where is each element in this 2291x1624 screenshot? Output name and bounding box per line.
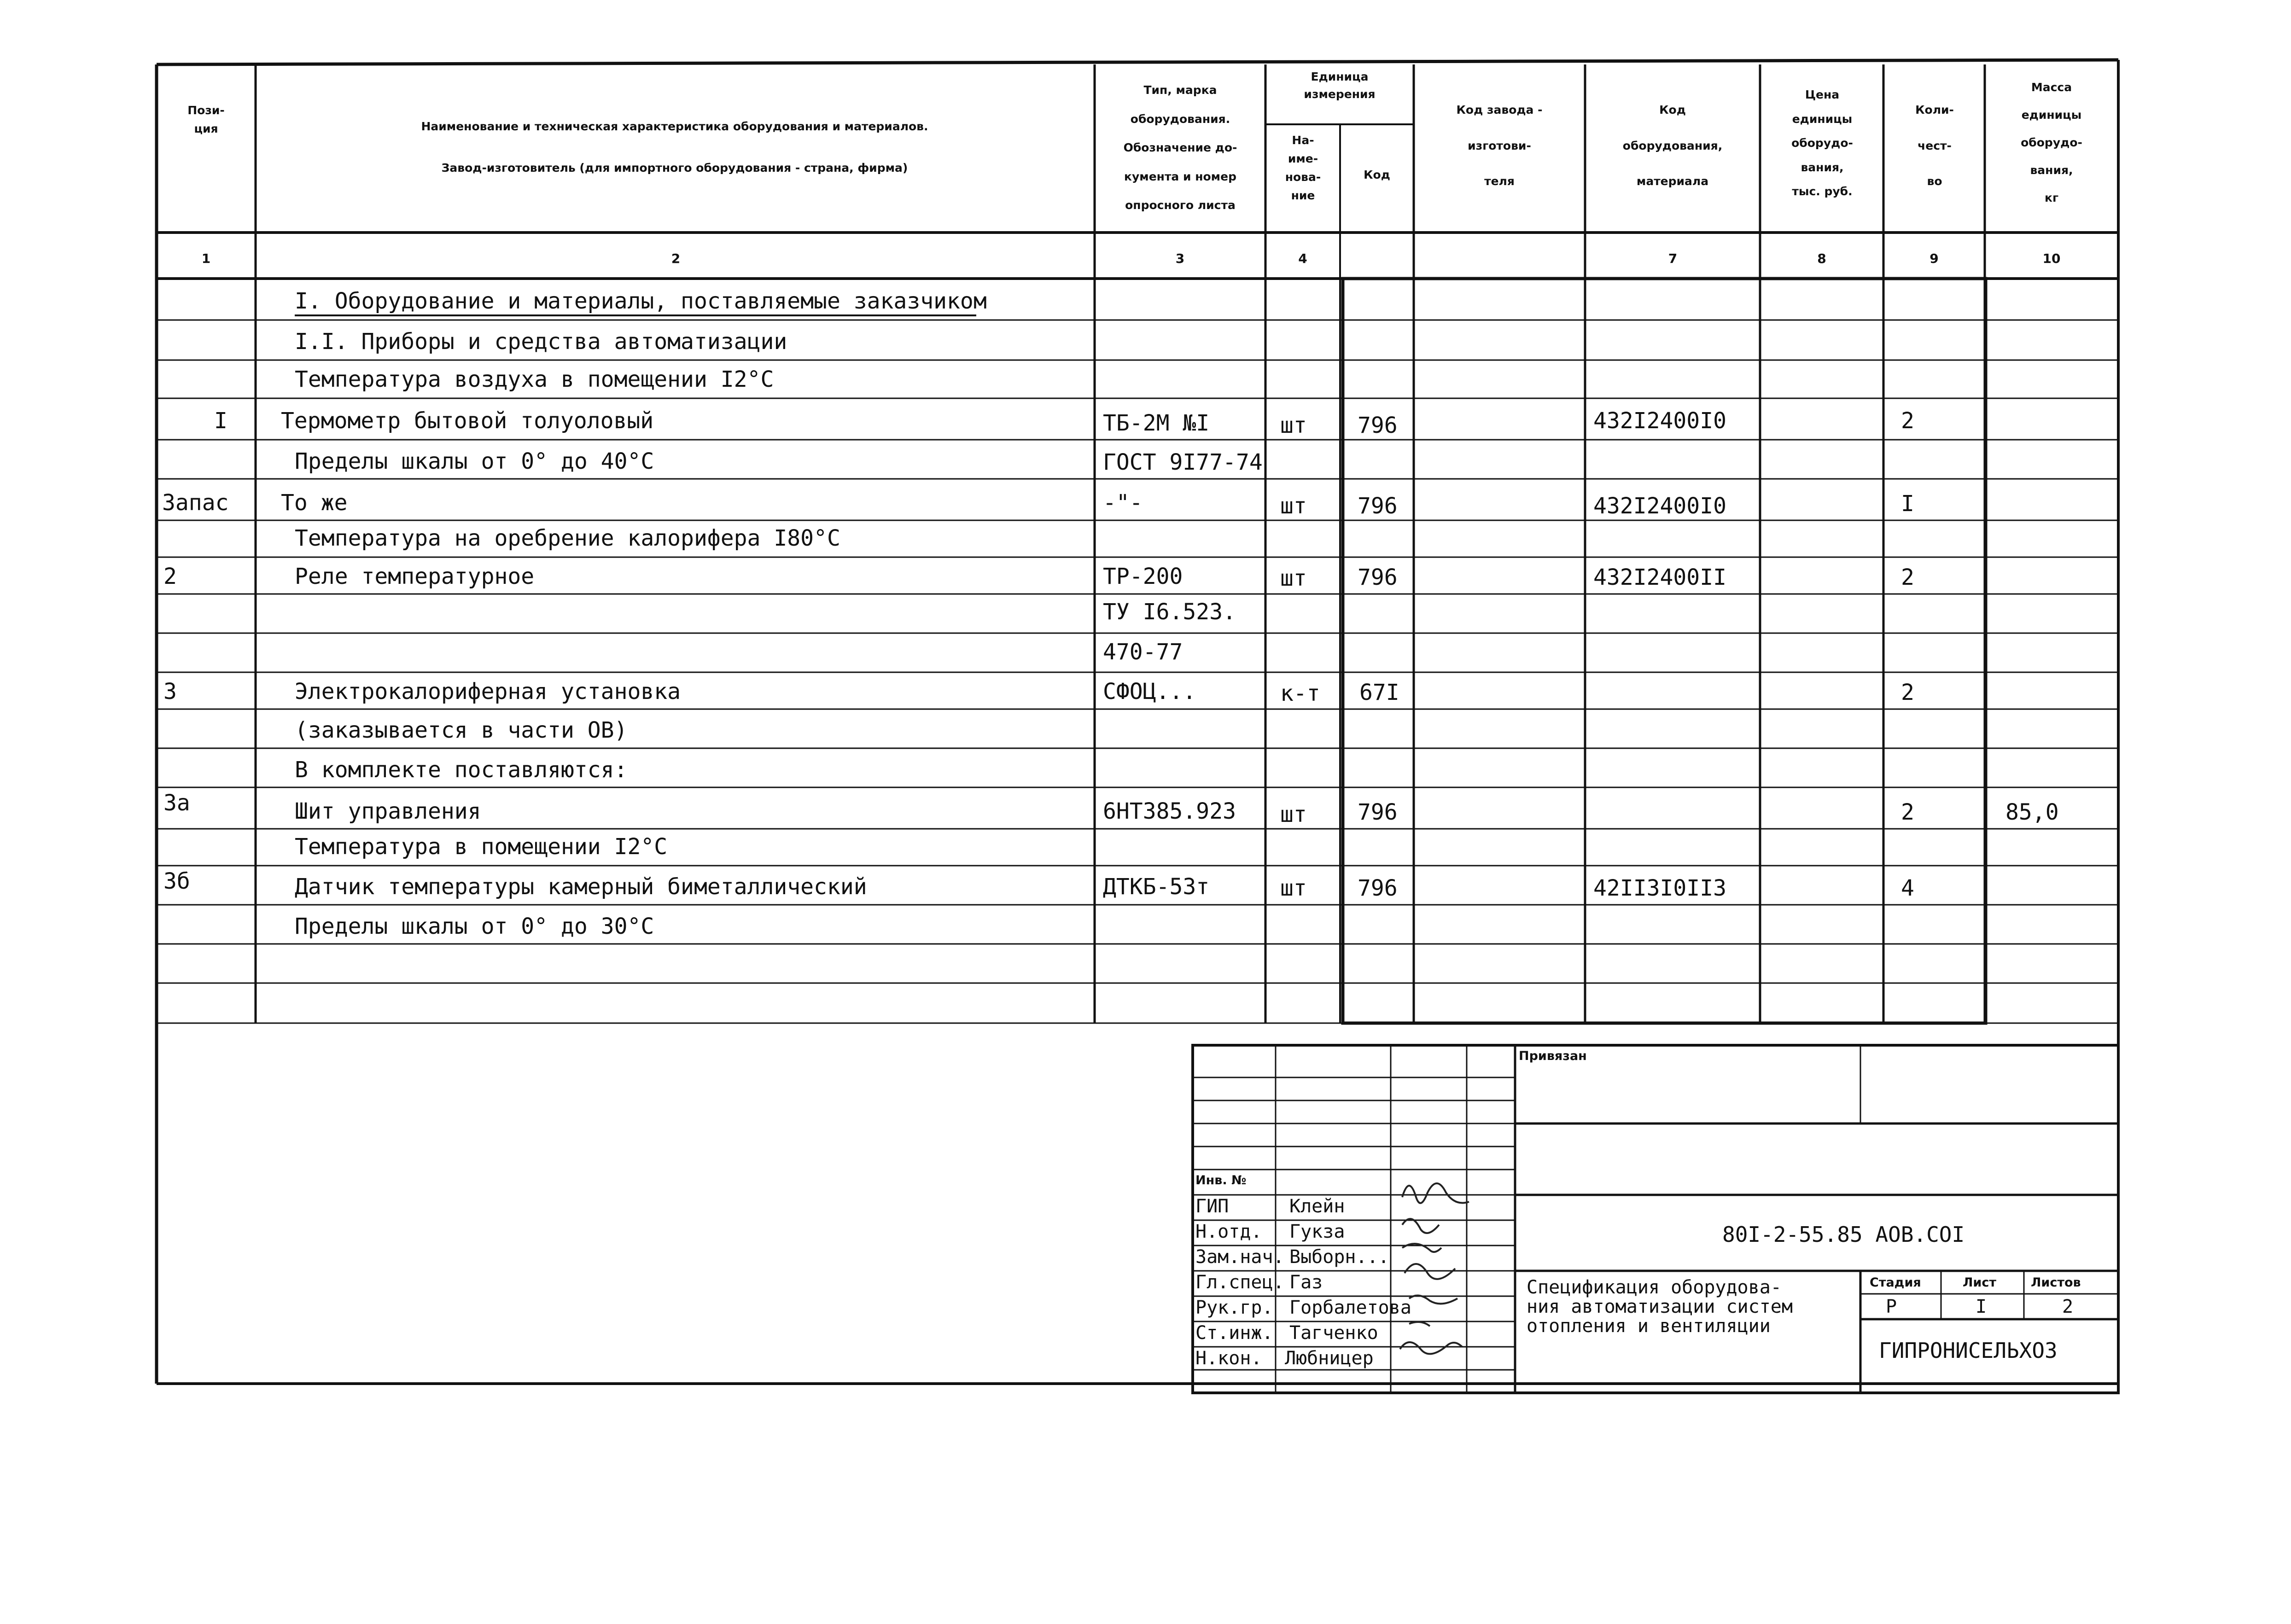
header-position: Пози- ция — [187, 104, 225, 135]
row-equipment-code: 42II3I0II3 — [1593, 875, 1726, 901]
col-number: 2 — [671, 251, 681, 266]
sheet-label: Лист — [1963, 1275, 1996, 1290]
row-name: Реле температурное — [295, 564, 535, 589]
row-position: 3а — [163, 790, 190, 816]
row-name: В комплекте поставляются: — [295, 757, 628, 783]
staff-name: Выборн... — [1289, 1246, 1389, 1268]
row-type: ТУ I6.523. — [1103, 599, 1236, 625]
row-unit: шт — [1280, 565, 1307, 591]
col-number: 8 — [1817, 251, 1826, 266]
subsection-title: I.I. Приборы и средства автоматизации — [295, 329, 787, 355]
col-number: 7 — [1668, 251, 1678, 266]
staff-role: Ст.инж. — [1195, 1322, 1273, 1344]
staff-name: Горбалетова — [1289, 1297, 1411, 1318]
row-equipment-code: 432I2400II — [1593, 565, 1726, 590]
section-title: I. Оборудование и материалы, поставляемые заказчиком — [295, 288, 987, 314]
staff-role: Н.кон. — [1195, 1348, 1262, 1369]
row-mass: 85,0 — [2005, 799, 2059, 825]
staff-name: Клейн — [1289, 1196, 1345, 1217]
row-type: ТБ-2М №I — [1103, 410, 1210, 436]
staff-role: ГИП — [1195, 1196, 1229, 1217]
row-unit: шт — [1280, 413, 1307, 438]
row-name: Шит управления — [295, 798, 481, 824]
sheets-value: 2 — [2062, 1296, 2074, 1317]
row-equipment-code: 432I2400I0 — [1593, 493, 1726, 519]
row-position: 3 — [163, 679, 177, 704]
row-position: 3б — [163, 868, 190, 894]
col-number: 10 — [2042, 251, 2061, 266]
header-quantity: Коли- чест- во — [1915, 103, 1954, 188]
staff-role: Зам.нач. — [1195, 1246, 1284, 1268]
row-quantity: I — [1901, 491, 1914, 517]
row-unit: шт — [1280, 802, 1307, 827]
staff-name: Тагченко — [1289, 1322, 1378, 1344]
row-unit-code: 796 — [1358, 493, 1398, 519]
header-name: Наименование и техническая характеристика оборудования и материалов. Завод-изготовитель (для импортного оборудования - страна, фирма) — [421, 120, 928, 175]
row-name: Датчик температуры камерный биметаллический — [295, 874, 867, 900]
row-type: ГОСТ 9I77-74 — [1103, 449, 1263, 475]
row-unit-code: 67I — [1359, 680, 1399, 705]
row-quantity: 2 — [1901, 680, 1914, 705]
inventory-label: Инв. № — [1195, 1173, 1247, 1187]
stage-label: Стадия — [1870, 1275, 1921, 1290]
signature-marks — [1400, 1183, 1469, 1354]
row-quantity: 2 — [1901, 799, 1914, 825]
staff-name: Гукза — [1289, 1221, 1345, 1242]
attached-label: Привязан — [1519, 1049, 1587, 1063]
row-quantity: 2 — [1901, 565, 1914, 590]
row-type: ДТКБ-53т — [1103, 874, 1210, 900]
col-number: 3 — [1175, 251, 1185, 266]
col-number: 9 — [1930, 251, 1939, 266]
document-code: 80I-2-55.85 АОВ.СОI — [1722, 1222, 1965, 1247]
row-unit-code: 796 — [1358, 799, 1398, 825]
row-position: 2 — [163, 564, 177, 589]
row-name: Пределы шкалы от 0° до 40°C — [295, 448, 654, 474]
row-quantity: 2 — [1901, 408, 1914, 434]
staff-role: Н.отд. — [1195, 1221, 1262, 1242]
row-name: Электрокалориферная установка — [295, 679, 681, 704]
header-type: Тип, марка оборудования. Обозначение до- кумента и номер опросного листа — [1123, 83, 1237, 212]
staff-role: Рук.гр. — [1195, 1297, 1273, 1318]
row-type: 470-77 — [1103, 639, 1183, 665]
header-plant-code: Код завода - изготови- теля — [1456, 103, 1543, 188]
condition-text: Температура в помещении I2°C — [295, 834, 668, 860]
header-equipment-code: Код оборудования, материала — [1622, 103, 1723, 188]
row-position: I — [214, 408, 227, 434]
header-mass: Масса единицы оборудо- вания, кг — [2021, 81, 2082, 204]
row-name: (заказывается в части ОВ) — [295, 717, 628, 743]
row-unit: шт — [1280, 875, 1307, 901]
document-title: Спецификация оборудова- ния автоматизации систем отопления и вентиляции — [1527, 1277, 1793, 1337]
header-unit-name: На- име- нова- ние — [1285, 134, 1321, 202]
condition-text: Температура на оребрение калорифера I80°C — [295, 525, 840, 551]
row-type: -"- — [1103, 490, 1143, 516]
sheets-label: Листов — [2031, 1275, 2081, 1290]
row-equipment-code: 432I2400I0 — [1593, 408, 1726, 434]
stage-value: Р — [1886, 1296, 1897, 1317]
row-name: То же — [281, 490, 348, 516]
staff-role: Гл.спец. — [1195, 1272, 1284, 1293]
col-number: 1 — [201, 251, 211, 266]
header-unit-group-label: Единица измерения — [1304, 70, 1376, 101]
row-type: 6НТ385.923 — [1103, 798, 1236, 824]
row-name: Пределы шкалы от 0° до 30°C — [295, 914, 654, 939]
col-number: 4 — [1298, 251, 1307, 266]
row-unit: шт — [1280, 493, 1307, 519]
row-unit-code: 796 — [1358, 413, 1398, 438]
row-type: СФОЦ... — [1103, 679, 1196, 704]
row-unit-code: 796 — [1358, 875, 1398, 901]
staff-name: Газ — [1289, 1272, 1323, 1293]
row-unit: к-т — [1280, 681, 1320, 706]
row-position: Запас — [162, 490, 229, 516]
row-unit-code: 796 — [1358, 565, 1398, 590]
row-quantity: 4 — [1901, 875, 1914, 901]
condition-text: Температура воздуха в помещении I2°C — [295, 367, 774, 392]
row-name: Термометр бытовой толуоловый — [281, 408, 654, 434]
sheet-value: I — [1976, 1296, 1987, 1317]
staff-name: Любницер — [1285, 1348, 1374, 1369]
row-type: ТР-200 — [1103, 564, 1183, 589]
header-unit-code: Код — [1364, 168, 1390, 181]
header-price: Цена единицы оборудо- вания, тыс. руб. — [1791, 88, 1853, 198]
organization-name: ГИПРОНИСЕЛЬХОЗ — [1879, 1338, 2058, 1363]
